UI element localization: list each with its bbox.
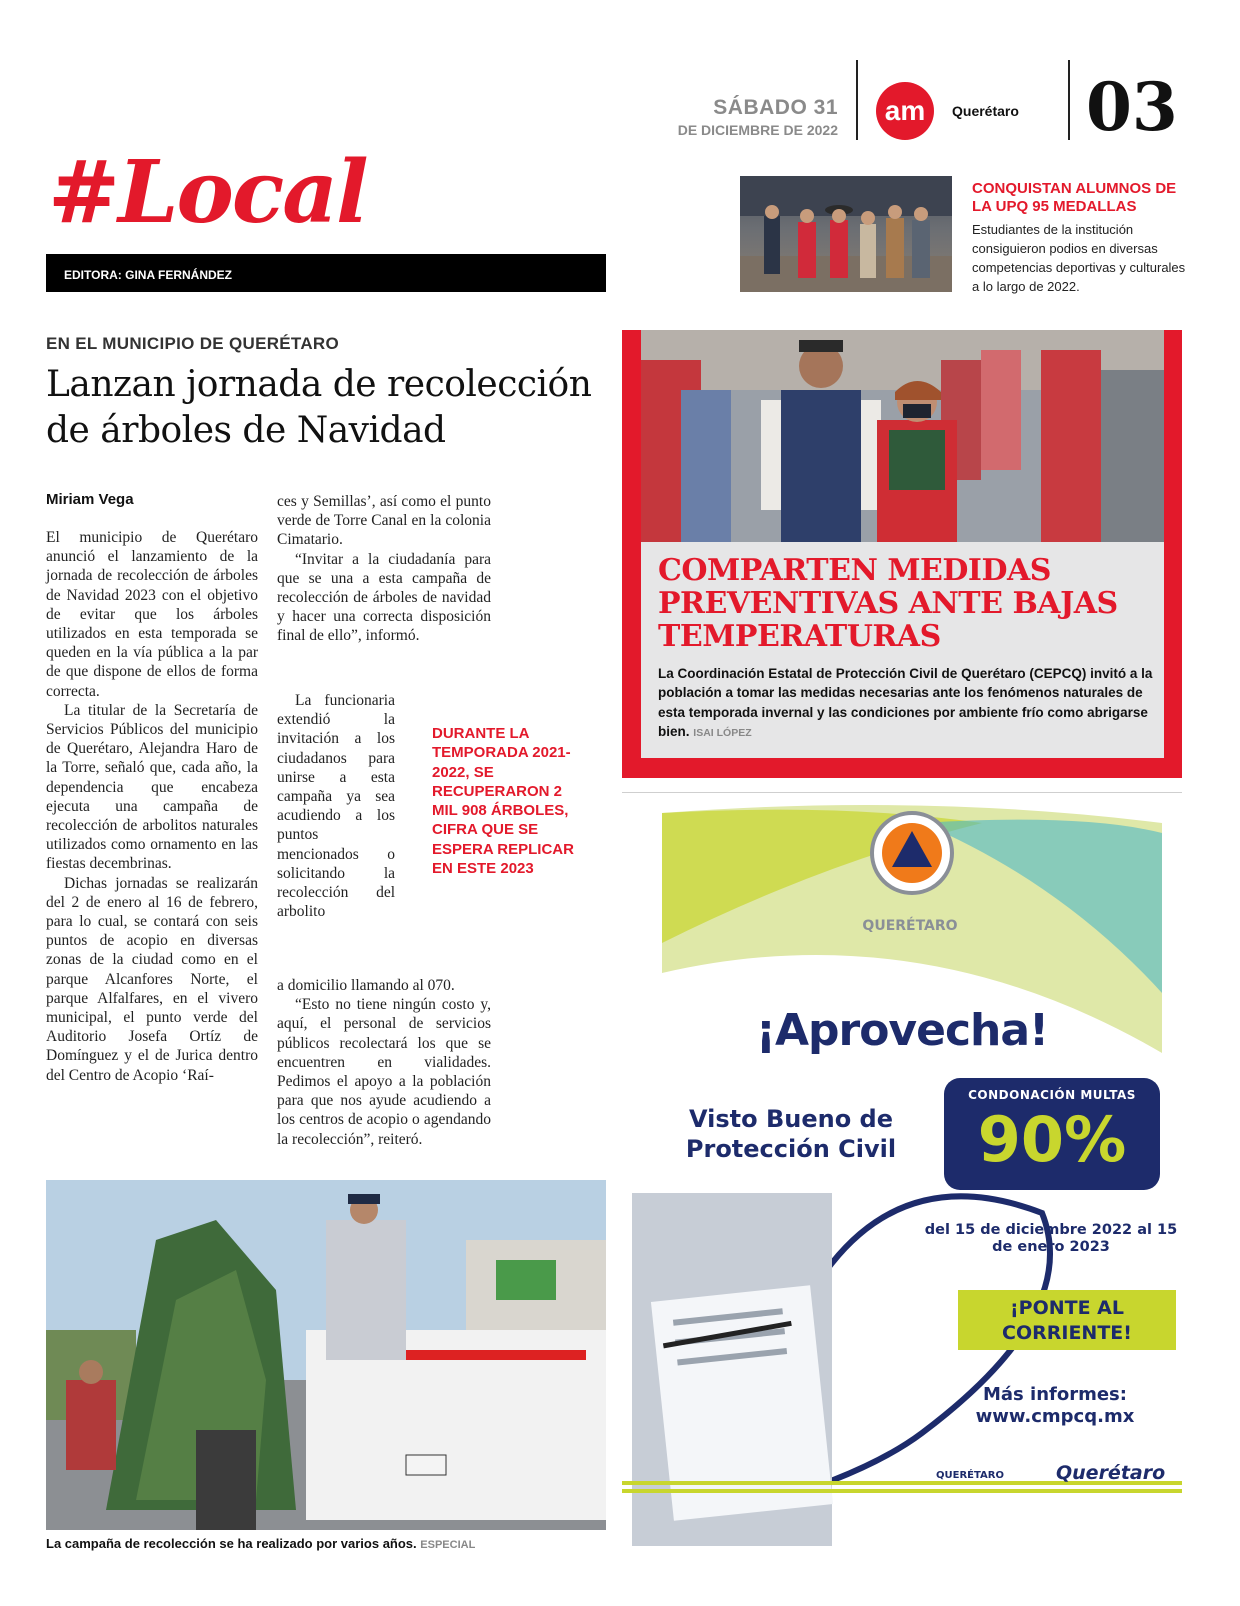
feature-text: La Coordinación Estatal de Protección Civil de Querétaro (CEPCQ) invitó a la población a tomar las medidas necesarias ante los fenómenos naturales de esta temporada invernal y las condiciones por ambiente frío como abrigarse bien. (658, 666, 1153, 739)
feature-headline: COMPARTEN MEDIDAS PREVENTIVAS ANTE BAJAS TEMPERATURAS (658, 553, 1118, 654)
article-photo (46, 1180, 606, 1530)
feature-body (658, 664, 1158, 743)
date-day: SÁBADO 31 (713, 96, 838, 119)
article-column-2-narrow (277, 691, 395, 921)
article-paragraph: Dichas jornadas se realizarán del 2 de enero al 16 de febrero, para lo cual, se contará con seis puntos de acopio en diversas zonas de la ciudad como en el parque Alcanfores Norte, el parque Alfalfares, en el vivero municipal, el punto verde del Auditorio Josefa Ortíz de Domínguez y el de Jurica dentro del Centro de Acopio ‘Raí- (46, 874, 258, 1084)
ad-discount-percent: 90% (977, 1103, 1127, 1176)
date-full: DE DICIEMBRE DE 2022 (677, 122, 838, 138)
ad-logo-municipio: QUERÉTARO (936, 1470, 1004, 1481)
section-title: #Local (48, 142, 367, 243)
feature-photo (641, 330, 1164, 542)
article-column-1 (46, 528, 258, 1085)
ad-dates: del 15 de diciembre 2022 al 15 de enero 2023 (924, 1222, 1178, 1255)
city-name: Querétaro (952, 103, 1019, 119)
feature-credit: ISAI LÓPEZ (693, 726, 752, 739)
article-byline: Miriam Vega (46, 491, 134, 508)
editor-credit: EDITORA: GINA FERNÁNDEZ (64, 268, 232, 282)
ad-cta: ¡PONTE AL CORRIENTE! (1002, 1297, 1132, 1344)
article-column-2 (277, 492, 491, 646)
ad-discount-label: CONDONACIÓN MULTAS (968, 1088, 1136, 1102)
pull-quote: DURANTE LA TEMPORADA 2021-2022, SE RECUPERARON 2 MIL 908 ÁRBOLES, CIFRA QUE SE ESPERA REPLICAR EN ESTE 2023 (432, 725, 574, 878)
ad-visto-bueno: Visto Bueno de Protección Civil (685, 1105, 897, 1163)
article-column-2-bottom (277, 976, 491, 1149)
caption-text: La campaña de recolección se ha realizado por varios años. (46, 1536, 417, 1551)
ad-title: ¡Aprovecha! (755, 1005, 1049, 1056)
article-paragraph: a domicilio llamando al 070. (277, 977, 455, 994)
photo-caption (46, 1536, 475, 1551)
article-paragraph: La titular de la Secretaría de Servicios Públicos del municipio de Querétaro, Alejandra Haro de la Torre, señaló que, cada año, la dependencia que encabeza ejecuta una campaña de recolección de arbolitos naturales utilizados como ornamento en las fiestas decembrinas. (46, 701, 258, 873)
header-divider (856, 60, 858, 140)
article-paragraph: ces y Semillas’, así como el punto verde de Torre Canal en la colonia Cimatario. (277, 493, 491, 549)
brief-headline: CONQUISTAN ALUMNOS DE LA UPQ 95 MEDALLAS (972, 180, 1177, 215)
am-logo: am (876, 82, 934, 140)
article-kicker: EN EL MUNICIPIO DE QUERÉTARO (46, 334, 340, 353)
article-paragraph: El municipio de Querétaro anunció el lanzamiento de la jornada de recolección de árboles de Navidad 2023 con el objetivo de evitar que los árboles utilizados en esta temporada se queden en la vía pública a la par de que dispone de ellos de forma correcta. (46, 529, 258, 700)
ad-org-name: QUERÉTARO (862, 918, 958, 934)
article-paragraph: La funcionaria extendió la invitación a los ciudadanos para unirse a esta campaña ya sea acudiendo a los puntos mencionados o solicitando la recolección del arbolito (277, 692, 395, 921)
header-divider (1068, 60, 1070, 140)
caption-credit: ESPECIAL (420, 1539, 476, 1551)
article-headline: Lanzan jornada de recolección de árboles de Navidad (46, 364, 592, 451)
ad-logo-queretaro: Querétaro (1056, 1462, 1166, 1484)
brief-body: Estudiantes de la institución consiguieron podios en diversas competencias deportivas y culturales a lo largo de 2022. (972, 222, 1186, 294)
ad-more-info[interactable]: Más informes: www.cmpcq.mx (975, 1384, 1135, 1427)
article-paragraph: “Esto no tiene ningún costo y, aquí, el personal de servicios públicos recolectará los que se encuentren en vialidades. Pedimos el apoyo a la población para que nos ayude acudiendo a los centros de acopio o agendando la recolección”, reiteró. (277, 996, 491, 1148)
page-number: 03 (1086, 68, 1178, 146)
article-paragraph: “Invitar a la ciudadanía para que se una a esta campaña de recolección de árboles de navidad y hacer una correcta disposición final de ello”, informó. (277, 550, 491, 645)
brief-photo (740, 176, 952, 292)
